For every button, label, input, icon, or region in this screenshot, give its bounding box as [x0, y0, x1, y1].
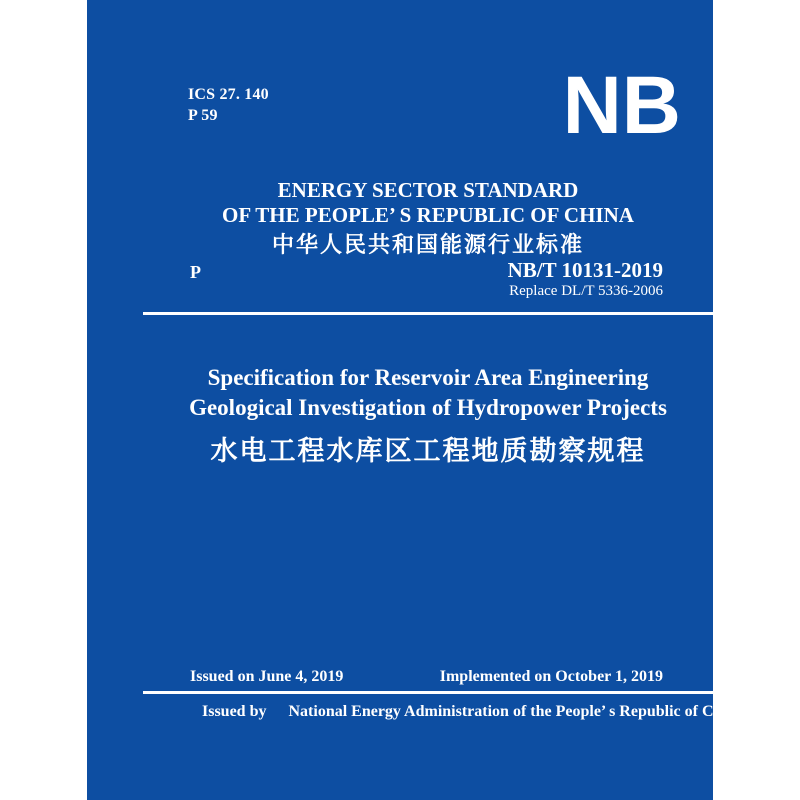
doc-class-marker: P: [190, 262, 201, 282]
standard-number: NB/T 10131-2019: [507, 258, 663, 282]
ics-block: [188, 84, 269, 126]
issued-on-date: Issued on June 4, 2019: [190, 668, 344, 685]
issued-by-label: Issued by: [202, 703, 267, 720]
title-en-line2: Geological Investigation of Hydropower Projects: [189, 395, 667, 420]
nb-logo: [541, 73, 681, 137]
bottom-divider-line: [143, 691, 713, 694]
implemented-on-date: Implemented on October 1, 2019: [439, 668, 663, 685]
header-en-line2: OF THE PEOPLE’ S REPUBLIC OF CHINA: [222, 203, 634, 227]
replaces-note: Replace DL/T 5336-2006: [509, 283, 663, 299]
issued-by-value: National Energy Administration of the People’ s Republic of China: [288, 703, 744, 720]
header-en-line1: ENERGY SECTOR STANDARD: [277, 178, 579, 202]
header-zh: 中华人民共和国能源行业标准: [271, 232, 584, 257]
standard-cover: [87, 0, 744, 800]
issued-by-row: [202, 703, 744, 721]
title-zh: 水电工程水库区工程地质勘察规程: [210, 436, 646, 466]
classification-code: P 59: [188, 107, 218, 124]
title-en-line1: Specification for Reservoir Area Engineering: [207, 365, 649, 390]
nb-logo-text: NB: [562, 73, 681, 137]
top-divider-line: [143, 312, 713, 315]
ics-code: ICS 27. 140: [188, 86, 269, 103]
